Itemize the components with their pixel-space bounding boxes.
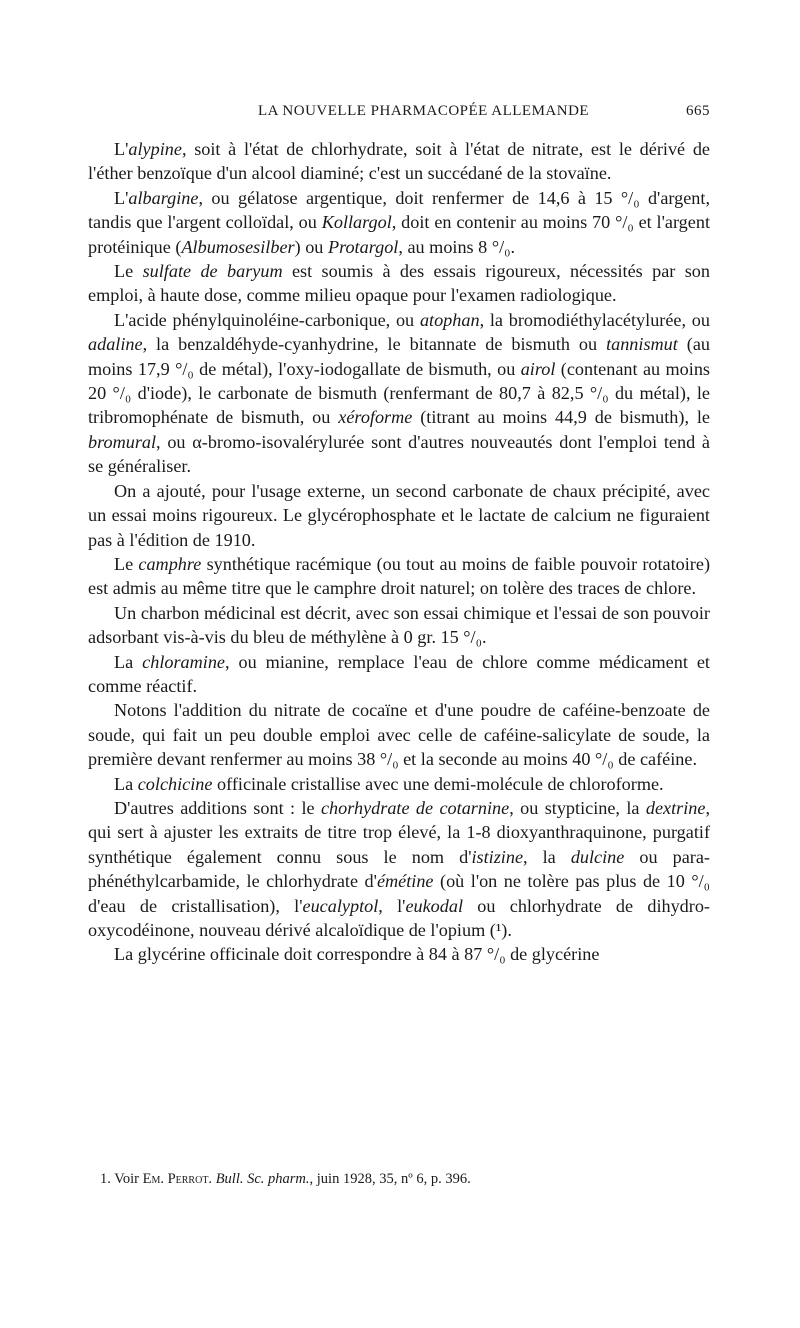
paragraph — [88, 479, 710, 552]
text-run: (au moins 17,9 °/₀ de métal), l'oxy-iodogallate de bismuth, ou — [88, 334, 710, 379]
text-run: D'autres additions sont : le — [114, 797, 321, 818]
text-run: , ou mianine, remplace l'eau de chlore comme médicament et comme réactif. — [88, 651, 710, 696]
text-run: , au moins 8 °/₀. — [398, 236, 516, 257]
italic-term: adaline — [88, 334, 143, 355]
italic-term: Protargol — [327, 236, 399, 257]
italic-term: xéroforme — [338, 407, 413, 428]
text-run: L' — [114, 139, 129, 159]
text-run: est soumis à des essais rigoureux, nécessités par son emploi, à haute dose, comme milieu opaque pour l'examen radiologique. — [88, 261, 710, 306]
text-run: La glycérine officinale doit correspondre à 84 à 87 °/₀ de glycérine — [114, 944, 600, 965]
italic-term: colchicine — [137, 773, 213, 794]
paragraph — [88, 186, 710, 259]
text-run: , la bromodiéthylacétylurée, ou — [479, 309, 710, 330]
text-run: L'acide phénylquinoléine-carbonique, ou — [114, 309, 420, 330]
text-run: , l' — [378, 895, 406, 916]
italic-term: Albumosesilber — [181, 236, 295, 257]
text-run: ) ou — [294, 236, 328, 257]
text-run: , ou α-bromo-isovalérylurée sont d'autres nouveautés dont l'emploi tend à se généraliser. — [88, 431, 710, 477]
text-run: , doit en contenir au moins 70 °/₀ et l'argent protéinique ( — [88, 212, 710, 257]
running-title: LA NOUVELLE PHARMACOPÉE ALLEMANDE — [258, 103, 590, 119]
paragraph — [88, 698, 710, 771]
text-run: (contenant au moins 20 °/₀ d'iode), le carbonate de bismuth (renfermant de 80,7 à 82,5 °/₀ du métal), le tribromophénate de bismuth, ou — [88, 358, 710, 428]
footnote-rest: , juin 1928, 35, nº 6, p. 396. — [309, 1171, 471, 1187]
footnote-marker: 1. — [100, 1171, 111, 1187]
text-run: , ou gélatose argentique, doit renfermer de 14,6 à 15 °/₀ d'argent, tandis que l'argent colloïdal, ou — [88, 187, 710, 233]
footnote-author: Em. Perrot. — [142, 1171, 213, 1187]
footnote — [100, 1169, 710, 1189]
italic-term: camphre — [138, 553, 202, 574]
italic-term: Kollargol — [321, 212, 392, 233]
italic-term: bromural — [88, 431, 157, 452]
italic-term: atophan — [419, 309, 480, 330]
italic-term: sulfate de baryum — [142, 261, 283, 282]
text-run: (titrant au moins 44,9 de bismuth), le — [412, 407, 710, 428]
text-run: Le — [114, 553, 139, 574]
text-run: L' — [114, 187, 129, 208]
text-run: La — [114, 651, 143, 672]
text-run: officinale cristallise avec une demi-molécule de chloroforme. — [212, 773, 664, 794]
text-run: , ou stypticine, la — [509, 797, 646, 818]
text-run: La — [114, 773, 138, 794]
text-run: On a ajouté, pour l'usage externe, un second carbonate de chaux précipité, avec un essai moins rigoureux. Le glycérophosphate et le lactate de calcium ne figuraient pas à l'édition de 1910. — [88, 480, 710, 550]
text-run: synthétique racémique (ou tout au moins de faible pouvoir rotatoire) est admis au même titre que le camphre droit naturel; on tolère des traces de chlore. — [88, 553, 710, 599]
text-run: (où l'on ne tolère pas plus de 10 °/₀ d'eau de cristallisation), l' — [88, 871, 710, 916]
italic-term: alypine — [128, 139, 182, 159]
italic-term: istizine — [471, 846, 524, 867]
text-run: , qui sert à ajuster les extraits de titre trop élevé, la 1-8 dioxyanthraquinone, purgatif synthétique également connu sous le nom d' — [88, 797, 711, 867]
paragraph — [88, 772, 710, 796]
paragraph — [88, 552, 710, 601]
italic-term: tannismut — [606, 334, 678, 355]
text-run: Notons l'addition du nitrate de cocaïne et d'une poudre de caféine-benzoate de soude, qui fait un peu double emploi avec celle de caféine-salicylate de soude, la première devant renfermer au moins 38 °/₀ et la seconde au moins 40 °/₀ de caféine. — [88, 700, 710, 770]
text-run: Le — [114, 261, 143, 282]
text-run: ou chlorhydrate de dihydro-oxycodéinone, nouveau dérivé alcaloïdique de l'opium (¹). — [88, 895, 710, 940]
italic-term: chorhydrate de cotarnine — [320, 797, 510, 818]
paragraph — [88, 601, 710, 650]
paragraph — [88, 942, 710, 966]
running-header — [88, 103, 710, 127]
page-number: 665 — [686, 103, 710, 119]
paragraph — [88, 308, 710, 479]
italic-term: albargine — [128, 187, 199, 208]
paragraph — [88, 137, 710, 186]
text-run: ou para-phénéthylcarbamide, le chlorhydrate d' — [88, 846, 710, 892]
text-run: , la benzaldéhyde-cyanhydrine, le bitannate de bismuth ou — [142, 334, 607, 355]
italic-term: airol — [520, 358, 556, 379]
italic-term: dextrine — [645, 797, 706, 818]
italic-term: eucalyptol — [302, 895, 379, 916]
italic-term: chloramine — [142, 651, 225, 672]
text-run: Un charbon médicinal est décrit, avec son essai chimique et l'essai de son pouvoir adsorbant vis-à-vis du bleu de méthylène à 0 gr. 15 °/₀. — [88, 602, 710, 648]
italic-term: émétine — [376, 871, 434, 892]
text-run: , la — [523, 846, 571, 867]
paragraph — [88, 796, 710, 942]
paragraph — [88, 650, 710, 699]
text-run: , soit à l'état de chlorhydrate, soit à l'état de nitrate, est le dérivé de l'éther benzoïque d'un alcool diaminé; c'est un succédané de la stovaïne. — [88, 139, 710, 184]
italic-term: eukodal — [405, 895, 464, 916]
footnote-journal: Bull. Sc. pharm. — [215, 1171, 310, 1187]
footnote-pre: Voir — [114, 1171, 143, 1187]
paragraph — [88, 259, 710, 308]
body-text — [88, 137, 710, 967]
italic-term: dulcine — [570, 846, 625, 867]
